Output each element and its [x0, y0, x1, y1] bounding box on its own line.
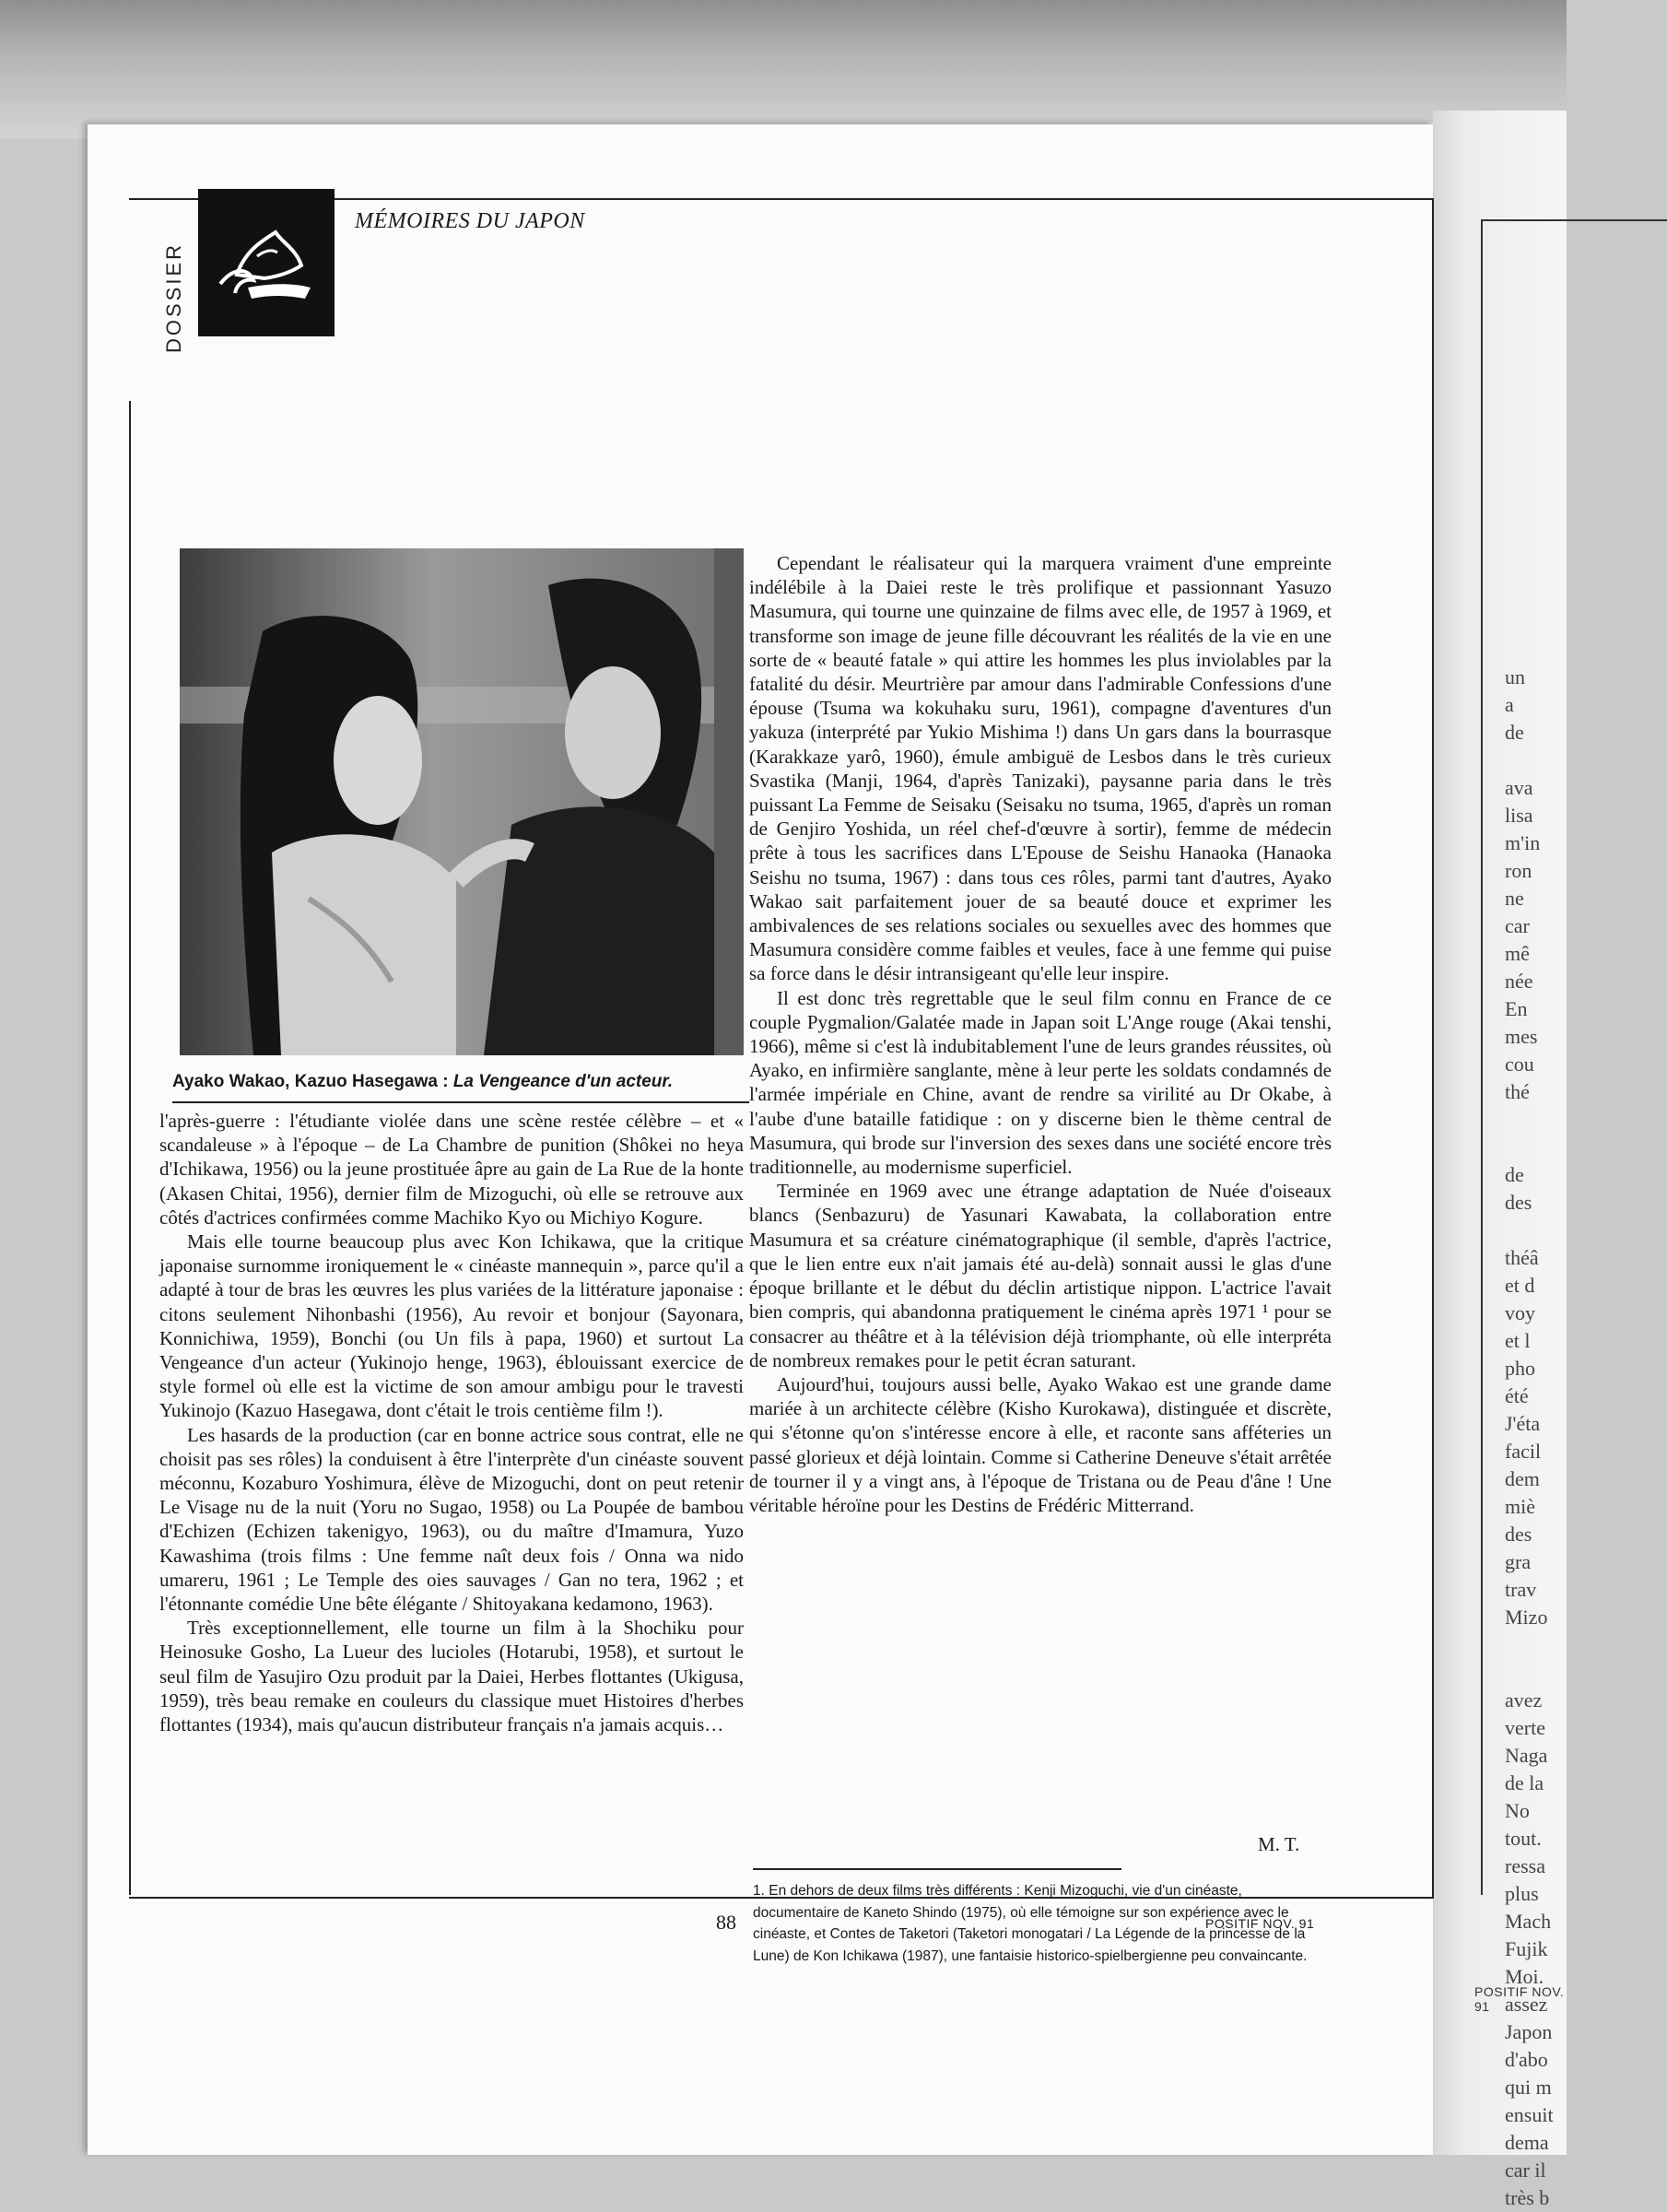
- adjacent-page-fragment: ensuit: [1505, 2103, 1554, 2126]
- adjacent-page-fragment: car: [1505, 914, 1530, 937]
- adjacent-page-fragment: [1505, 1134, 1579, 1161]
- paragraph: Il est donc très regrettable que le seul film connu en France de ce couple Pygmalion/Galatée made in Japan soit L'Ange rouge (Akai tenshi, 1966), même si c'est là indubitablement l'une de leurs grandes réussites, où Ayako, en infirmière sanglante, mène à leur perte les soldats condamnés de l'armée impériale en Chine, avant de rendre sa virilité au Dr Okabe, à l'aube d'une bataille fatidique : on y discerne bien le thème central de Masumura, qui brode sur l'inversion des sexes dans une société encore très traditionnelle, au modernisme superficiel.: [749, 986, 1332, 1179]
- mountain-wave-icon: [211, 212, 322, 313]
- magazine-issue: POSITIF NOV. 91: [1205, 1916, 1315, 1931]
- paragraph: l'après-guerre : l'étudiante violée dans une scène restée célèbre – et « scandaleuse » à l'époque – de La Chambre de punition (Shôkei no heya d'Ichikawa, 1956) ou la jeune prostituée âpre au gain de La Rue de la honte (Akasen Chitai, 1956), dernier film de Mizoguchi, où elle se retrouve aux côtés d'actrices confirmées comme Machiko Kyo ou Michiyo Kogure.: [159, 1110, 744, 1229]
- adjacent-page-fragment: ron: [1505, 859, 1532, 882]
- adjacent-page-fragment: et d: [1505, 1274, 1535, 1297]
- adjacent-page-fragment: ressa: [1505, 1854, 1545, 1877]
- adjacent-page-fragment: thé: [1505, 1080, 1530, 1103]
- adjacent-page-fragment: d'abo: [1505, 2048, 1548, 2071]
- adjacent-page-fragment: facil: [1505, 1440, 1542, 1463]
- adjacent-page-text: [1505, 664, 1579, 2212]
- caption-film-title: La Vengeance d'un acteur.: [452, 1072, 674, 1091]
- adjacent-page-fragment: lisa: [1505, 804, 1533, 827]
- section-title: MÉMOIRES DU JAPON: [355, 209, 585, 233]
- scanner-shadow: [0, 0, 1567, 138]
- footnote-rule: [753, 1868, 1121, 1870]
- adjacent-page: [1433, 111, 1567, 2209]
- adjacent-page-fragment: cou: [1505, 1053, 1534, 1076]
- adjacent-page-fragment: un: [1505, 665, 1525, 688]
- adjacent-page-fragment: trav: [1505, 1578, 1537, 1601]
- section-logo: [198, 189, 335, 336]
- page-frame-left: [129, 401, 131, 1895]
- adjacent-page-fragment: ne: [1505, 887, 1524, 910]
- adjacent-page-fragment: [1505, 1631, 1579, 1659]
- paragraph: Cependant le réalisateur qui la marquera vraiment d'une empreinte indélébile à la Daiei reste le très prolifique et passionnant Yasuzo Masumura, qui tourne une quinzaine de films avec elle, de 1957 à 1969, et transforme son image de jeune fille découvrant les réalités de la vie en une sorte de « beauté fatale » qui attire les hommes les plus inviolables par la fatalité du désir. Meurtrière par amour dans l'admirable Confessions d'une épouse (Tsuma wa kokuhaku suru, 1961), compagne d'aventures d'un yakuza (interprété par Yukio Mishima !) dans Un gars dans la bourrasque (Karakkaze yarô, 1960), émule ambiguë de Lesbos dans le très curieux Svastika (Manji, 1964, d'après Tanizaki), paysanne paria dans le très puissant La Femme de Seisaku (Seisaku no tsuma, 1965, d'après un roman de Genjiro Yoshida, un réel chef-d'œuvre à sortir), femme de médecin prête à tous les sacrifices dans L'Epouse de Seishu Hanaoka (Hanaoka Seishu no tsuma, 1967) : dans tous ces rôles, parmi tant d'autres, Ayako Wakao sait parfaitement jouer de sa beauté douce et exprimer les ambivalences de ses relations sociales ou sexuelles avec des hommes que Masumura considère comme faibles et veules, face à une femme qui puise sa force dans le désir intransigeant qu'elle leur inspire.: [749, 552, 1332, 985]
- dossier-label: DOSSIER: [162, 241, 185, 354]
- adjacent-page-fragment: dem: [1505, 1467, 1540, 1490]
- adjacent-page-fragment: née: [1505, 970, 1533, 993]
- adjacent-page-fragment: En: [1505, 997, 1528, 1020]
- adjacent-page-fragment: Japon: [1505, 2020, 1553, 2043]
- adjacent-page-fragment: plus: [1505, 1882, 1539, 1905]
- adjacent-page-fragment: Mizo: [1505, 1606, 1548, 1629]
- adjacent-page-fragment: [1505, 1106, 1579, 1134]
- adjacent-page-fragment: de: [1505, 721, 1524, 744]
- adjacent-page-fragment: Mach: [1505, 1910, 1552, 1933]
- magazine-page: [88, 124, 1433, 2155]
- adjacent-page-fragment: avez: [1505, 1688, 1543, 1712]
- adjacent-page-fragment: et l: [1505, 1329, 1531, 1352]
- adjacent-page-fragment: Moi.: [1505, 1965, 1544, 1988]
- paragraph: Mais elle tourne beaucoup plus avec Kon Ichikawa, que la critique japonaise surnomme ironiquement le « cinéaste mannequin », parce qu'il a adapté à tour de bras les œuvres les plus variées de la littérature japonaise : citons seulement Nihonbashi (1956), Au revoir et bonjour (Sayonara, Konnichiwa, 1959), Bonchi (ou Un fils à papa, 1960) et surtout La Vengeance d'un acteur (Yukinojo henge, 1963), éblouissant exercice de style formel où elle est la victime de son amour ambigu pour le travesti Yukinojo (Kazuo Hasegawa, dont c'était le trois centième film !).: [159, 1230, 744, 1422]
- adjacent-page-fragment: car il: [1505, 2159, 1546, 2182]
- article-left-column: [159, 1109, 744, 1736]
- adjacent-page-fragment: No: [1505, 1799, 1530, 1822]
- paragraph: Terminée en 1969 avec une étrange adaptation de Nuée d'oiseaux blancs (Senbazuru) de Yasunari Kawabata, la collaboration entre Masumura et sa créature cinématographique (il semble, d'après l'actrice, que le lien entre eux n'ait jamais été au-delà) sonnait aussi le glas d'une époque brillante et le début du déclin artistique nippon. L'actrice l'avait bien compris, qui abandonna pratiquement le cinéma après 1971 ¹ pour se consacrer au théâtre et à la télévision déjà triomphante, où elle interpréta de nombreux remakes pour le petit écran saturant.: [749, 1180, 1332, 1371]
- adjacent-page-fragment: [1505, 747, 1579, 774]
- author-signature: M. T.: [1258, 1833, 1300, 1855]
- caption-rule: [172, 1101, 749, 1103]
- adjacent-page-fragment: [1505, 1217, 1579, 1244]
- adjacent-page-fragment: pho: [1505, 1357, 1535, 1380]
- adjacent-page-fragment: été: [1505, 1384, 1529, 1407]
- adjacent-page-fragment: dema: [1505, 2131, 1549, 2154]
- paragraph: Aujourd'hui, toujours aussi belle, Ayako Wakao est une grande dame mariée à un architecte célèbre (Kisho Kurokawa), distinguée et discrète, qui s'étonne qu'on s'intéresse encore à elle, et raconte sans afféteries un passé glorieux et déjà lointain. Comme si Catherine Deneuve s'était arrêtée de tourner il y a vingt ans, à l'époque de Tristana ou de Peau d'âne ! Une véritable héroïne pour les Destins de Frédéric Mitterrand.: [749, 1372, 1332, 1516]
- adjacent-page-fragment: des: [1505, 1523, 1532, 1546]
- caption-names: Ayako Wakao, Kazuo Hasegawa :: [172, 1072, 453, 1091]
- adjacent-page-fragment: qui m: [1505, 2076, 1552, 2099]
- adjacent-page-fragment: mes: [1505, 1025, 1538, 1048]
- article-right-column: [749, 551, 1332, 1517]
- adjacent-page-fragment: gra: [1505, 1550, 1532, 1573]
- paragraph: Très exceptionnellement, elle tourne un film à la Shochiku pour Heinosuke Gosho, La Lueur des lucioles (Hotarubi, 1958), et surtout le seul film de Yasujiro Ozu produit par la Daiei, Herbes flottantes (Ukigusa, 1959), très beau remake en couleurs du classique muet Histoires d'herbes flottantes (1934), mais qu'aucun distributeur français n'a jamais acquis…: [159, 1617, 744, 1736]
- adjacent-page-fragment: m'in: [1505, 831, 1541, 854]
- photo-caption: [172, 1072, 762, 1092]
- adjacent-page-fragment: miè: [1505, 1495, 1535, 1518]
- paragraph: Les hasards de la production (car en bonne actrice sous contrat, elle ne choisit pas ses rôles) la conduisent à être l'interprète d'un cinéaste souvent méconnu, Kozaburo Yoshimura, élève de Mizoguchi, dont on peut retenir Le Visage nu de la nuit (Yoru no Sugao, 1958) ou La Poupée de bambou d'Echizen (Echizen takenigyo, 1963), ou du maître d'Imamura, Yuzo Kawashima (trois films : Une femme naît deux fois / Onna wa nido umareru, 1961 ; Le Temple des oies sauvages / Gan no tera, 1962 ; et l'étonnante comédie Une bête élégante / Shitoyakana kedamono, 1963).: [159, 1423, 744, 1616]
- adjacent-page-fragment: verte: [1505, 1716, 1545, 1739]
- adjacent-page-fragment: mê: [1505, 942, 1530, 965]
- adjacent-page-fragment: de la: [1505, 1771, 1544, 1794]
- adjacent-page-fragment: Naga: [1505, 1744, 1548, 1767]
- adjacent-page-fragment: des: [1505, 1191, 1532, 1214]
- adjacent-page-fragment: [1505, 1659, 1579, 1687]
- adjacent-page-fragment: Fujik: [1505, 1937, 1548, 1960]
- film-still-illustration: [180, 548, 744, 1055]
- adjacent-page-fragment: ava: [1505, 776, 1533, 799]
- adjacent-page-fragment: tout.: [1505, 1827, 1542, 1850]
- adjacent-page-footer: POSITIF NOV. 91: [1474, 1984, 1565, 2014]
- adjacent-page-fragment: théâ: [1505, 1246, 1539, 1269]
- footnote: 1. En dehors de deux films très différents : Kenji Mizoguchi, vie d'un cinéaste, documentaire de Kaneto Shindo (1975), où elle témoigne sur son expérience avec le cinéaste, et Contes de Taketori (Taketori monogatari / La Légende de la princesse de la Lune) de Kon Ichikawa (1987), une fantaisie historico-spielbergienne peu convaincante.: [753, 1883, 1308, 1964]
- adjacent-page-fragment: de: [1505, 1163, 1524, 1186]
- film-still-photo: [180, 548, 744, 1055]
- adjacent-page-fragment: très b: [1505, 2186, 1550, 2209]
- adjacent-page-fragment: voy: [1505, 1301, 1535, 1324]
- page-number: 88: [716, 1911, 736, 1934]
- adjacent-page-fragment: a: [1505, 693, 1514, 716]
- adjacent-page-fragment: J'éta: [1505, 1412, 1541, 1435]
- adjacent-page-fragment: assez: [1505, 1993, 1548, 2016]
